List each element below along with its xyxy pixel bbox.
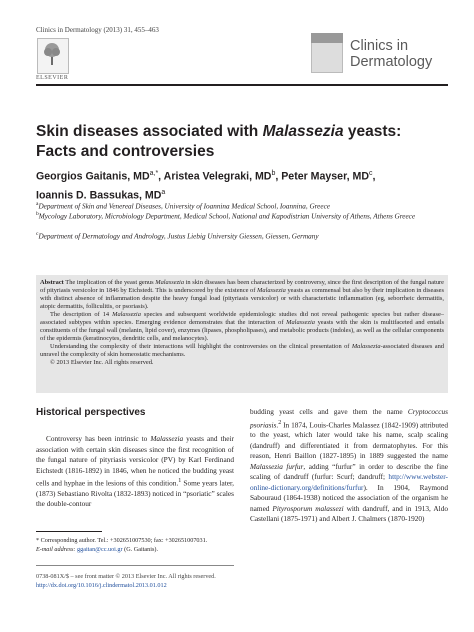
journal-citation: Clinics in Dermatology (2013) 31, 455–463 xyxy=(36,26,159,34)
body-text: ). In 1904, Raymond Sabouraud (1864-1938) noticed the association of the organism he named xyxy=(250,482,448,513)
email-suffix: (G. Gaitanis). xyxy=(122,546,158,553)
author-separator: , xyxy=(372,170,376,183)
publisher-logo-text: ELSEVIER xyxy=(36,75,69,81)
abstract-paragraph xyxy=(40,279,444,311)
author-name: Peter Mayser, MD xyxy=(281,170,369,183)
email-link[interactable]: ggaitan@cc.uoi.gr xyxy=(77,546,123,553)
journal-name xyxy=(350,38,450,70)
author-affiliation-mark: c xyxy=(368,170,373,177)
abstract-text: in skin diseases has been characterized by controversy, since the first description of the fungal nature of pityriasis versicolor in 1846 by Eichstedt. This is underscored by the existence of xyxy=(40,279,445,295)
abstract-text: The description of 14 xyxy=(50,311,113,319)
abstract-paragraph xyxy=(40,311,444,343)
article-title xyxy=(36,122,446,162)
author-name: Aristea Velegraki, MD xyxy=(163,170,272,183)
author-name: Ioannis D. Bassukas, MD xyxy=(36,189,162,202)
author-separator: , xyxy=(158,170,164,183)
title-line2: Facts and controversies xyxy=(36,143,215,160)
abstract-text: The implication of the yeast genus xyxy=(65,279,156,286)
doi-divider xyxy=(36,565,234,566)
author-list xyxy=(36,166,446,203)
affiliation-mark: a xyxy=(36,201,39,207)
affiliation-text: Department of Skin and Venereal Diseases, University of Ioannina Medical School, Ioannina, Greece xyxy=(38,202,330,211)
body-paragraph: budding yeast cells and gave them the name Cryptococcus psoriasis.$^2$ In 1874, Louis-Charles Malassez (1842-1909) attributed to the yeast, which later would take his name, scalp scaling (dandruff) and differentiated it from dermatophytes. For this reason, Henri Baillon (1827-1895) in 1889 suggested the name Malassezia furfur, adding “furfur” in order to describe the fine scaling of dandruff (furfur: Scurf; dandruff; http://www.webster-online-dictionary.org/definitions/furfur). In 1904, Raymond Sabouraud (1864-1938) noticed the association of the organism he named Pityrosporum malassezi with dandruff, and in 1913, Aldo Castellani (1875-1971) and Albert J. Chalmers (1870-1920) xyxy=(250,407,448,524)
title-text-end: yeasts: xyxy=(343,123,402,140)
author-affiliation-mark: a xyxy=(161,188,166,196)
body-column-left xyxy=(36,434,234,510)
abstract-genus: Malassezia xyxy=(257,287,286,295)
abstract-genus: Malassezia xyxy=(351,343,381,351)
body-species: Malassezia furfur xyxy=(250,461,304,471)
corresponding-author-footnote xyxy=(36,536,236,554)
affiliation-mark: b xyxy=(36,211,39,217)
body-species: Cryptococcus psoriasis xyxy=(250,407,448,429)
affiliation xyxy=(36,230,448,242)
abstract-genus: Malassezia xyxy=(155,279,185,286)
body-text: , adding “furfur” in order to describe the fine scaling of dandruff (furfur: Scurf; dandruff; xyxy=(250,461,448,482)
email-label: E-mail address: xyxy=(36,546,76,553)
abstract-paragraph xyxy=(40,343,444,359)
footnote-contact: * Corresponding author. Tel.: +302651007530; fax: +302651007031. xyxy=(36,537,208,544)
issn-line: 0738-081X/$ – see front matter © 2013 Elsevier Inc. All rights reserved. xyxy=(36,573,216,580)
header-divider xyxy=(36,84,448,86)
abstract-text: yeasts as commensal but also by their implication in diseases with distinct absence of inflammation despite the heavy fungal load (pityriasis versicolor) or with characteristic inflammation (eg, seborrheic dermatitis, atopic dermatitis, folliculitis, or psoriasis). xyxy=(40,287,444,311)
body-text: Some years later, (1873) Sebastiano Rivolta (1832-1893) noticed in “psoriatic” scales the double-contour xyxy=(36,478,234,509)
affiliation-text: Mycology Laboratory, Microbiology Department, Medical School, National and Kapodistrian University of Athens, Athens Greece xyxy=(38,212,416,221)
abstract-genus: Malassezia xyxy=(286,319,315,327)
author-affiliation-mark: a,* xyxy=(149,170,159,177)
section-heading: Historical perspectives xyxy=(36,407,146,418)
abstract-label: Abstract xyxy=(40,279,64,286)
body-text: budding yeast cells and gave them the name xyxy=(250,407,408,416)
reference-mark[interactable]: 2 xyxy=(278,419,282,426)
body-text: yeasts and their association with certain skin diseases since the first recognition of the fungal nature of pityriasis versicolor (PV) by Karl Ferdinand Eichstedt (1816-1892) in 1846, when he noticed the budding yeast cells and hyphae in the lesions of this condition. xyxy=(36,434,234,488)
front-matter-info xyxy=(36,572,236,590)
journal-name-line2: Dermatology xyxy=(350,54,433,70)
abstract-text: Understanding the complexity of their interactions will highlight the controversies on the clinical presentation of xyxy=(50,343,352,351)
body-column-right xyxy=(250,407,448,525)
author-name: Georgios Gaitanis, MD xyxy=(36,170,150,183)
dictionary-link[interactable]: http://www.webster-online-dictionary.org/definitions/furfur xyxy=(250,472,448,492)
doi-link[interactable]: http://dx.doi.org/10.1016/j.clindermatol.2013.01.012 xyxy=(36,582,167,589)
abstract xyxy=(40,279,444,368)
journal-name-line1: Clinics in xyxy=(350,38,409,54)
reference-mark[interactable]: 1 xyxy=(178,478,182,484)
body-text: with dandruff, and in 1913, Aldo Castellani (1875-1971) and Albert J. Chalmers (1870-1920) xyxy=(250,503,448,524)
abstract-text: -associated diseases and unravel the complexity of skin homeostatic mechanisms. xyxy=(40,343,444,359)
abstract-text: yeasts with the skin is multifaceted and entails constituents of the fungal wall (melanin, lipid cover), enzymes (lipases, phospholipases), and metabolic products (indoles), as well as the cellular components of the epidermis (keratinocytes, dendritic cells, and melanocytes). xyxy=(40,319,444,343)
author-affiliation-mark: b xyxy=(271,170,276,177)
abstract-copyright: © 2013 Elsevier Inc. All rights reserved. xyxy=(50,359,154,367)
body-paragraph xyxy=(36,434,234,510)
abstract-text: species and subsequent worldwide epidemiologic studies did not reveal pathogenic species but rather disease–associated subtypes within species. Emerging evidence demonstrates that the interaction of xyxy=(40,311,444,327)
abstract-genus: Malassezia xyxy=(112,311,141,319)
title-genus: Malassezia xyxy=(262,123,344,140)
elsevier-tree-icon xyxy=(42,42,62,66)
footnote-divider xyxy=(36,531,102,532)
affiliation-text: Department of Dermatology and Andrology, Justus Liebig University Giessen, Giessen, Germany xyxy=(38,232,319,241)
affiliation xyxy=(36,210,448,222)
title-text: Skin diseases associated with xyxy=(36,123,263,140)
affiliation-mark: c xyxy=(36,231,39,237)
journal-cover-band xyxy=(311,33,343,43)
body-genus: Malassezia xyxy=(150,434,184,443)
body-text: Controversy has been intrinsic to xyxy=(46,434,151,443)
author-separator: , xyxy=(275,170,282,183)
body-text: In 1874, Louis-Charles Malassez (1842-1909) attributed to the yeast, which later would take his name, scalp scaling (dandruff) and differentiated it from dermatophytes. For this reason, Henri Baillon (1827-1895) in 1889 suggested the name xyxy=(250,419,448,461)
body-species: Pityrosporum malassezi xyxy=(272,503,344,513)
